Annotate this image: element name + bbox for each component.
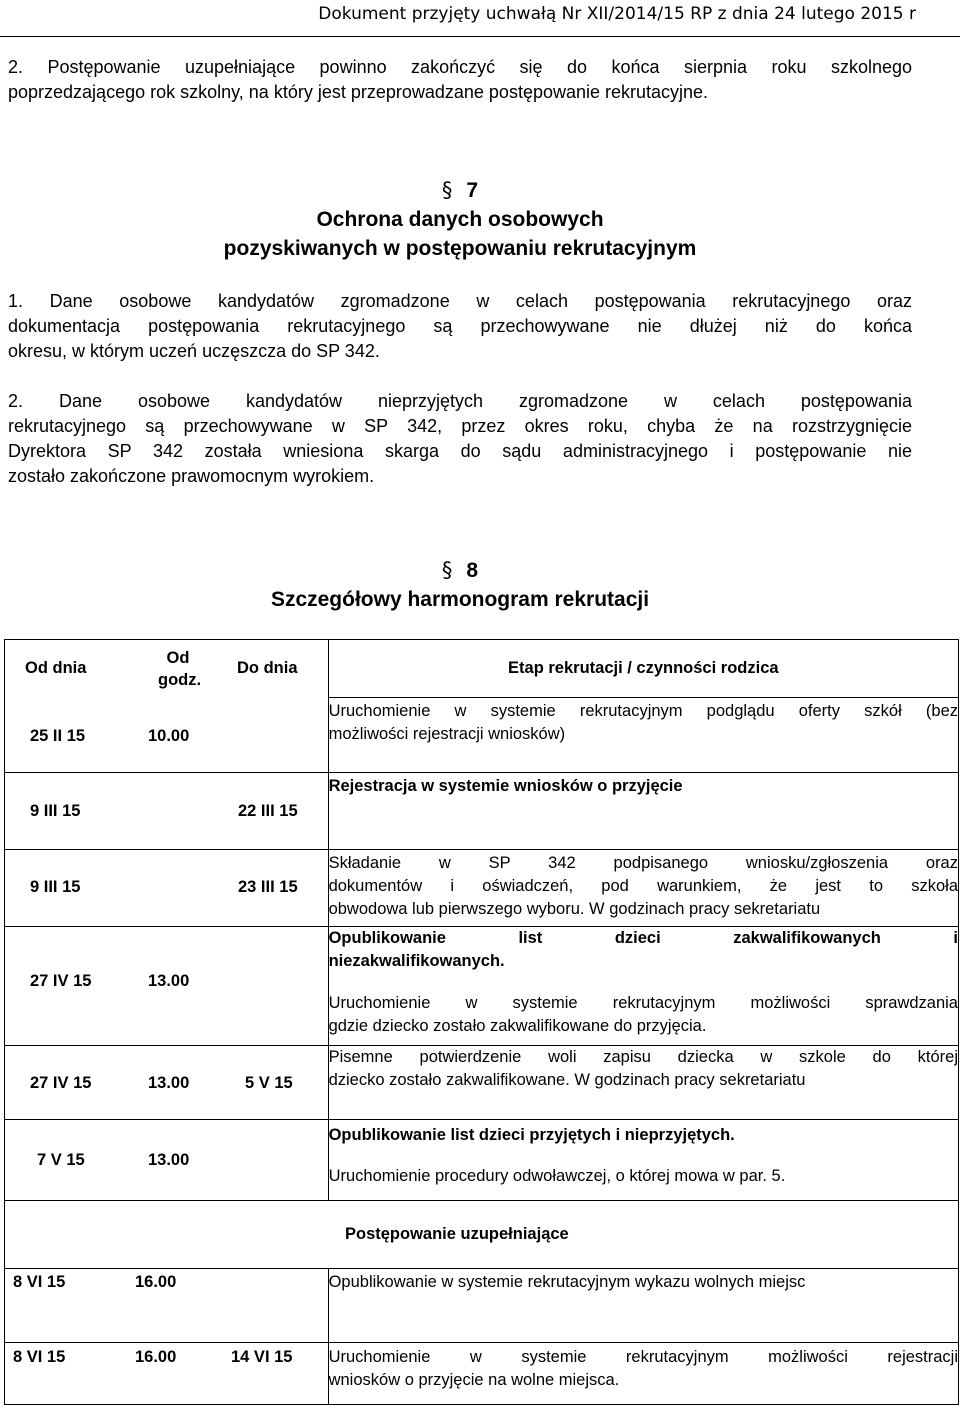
section-7-paragraph-1	[8, 289, 912, 364]
supplementary-heading-row	[5, 1201, 959, 1269]
header-stage: Etap rekrutacji / czynności rodzica	[508, 659, 779, 677]
row-6-stage-b: Uruchomienie procedury odwoławczej, o której mowa w par. 5.	[328, 1167, 786, 1185]
s7p1-line-2: dokumentacja postępowania rekrutacyjnego są przechowywane nie dłużej niż do końca	[8, 316, 912, 336]
row-4-from-date: 27 IV 15	[30, 972, 92, 990]
supp-row-1-stage-text: Opublikowanie w systemie rekrutacyjnym wykazu wolnych miejsc	[328, 1273, 806, 1291]
section-8-heading	[0, 556, 920, 614]
supplementary-row	[5, 1269, 959, 1343]
row-6-dates	[5, 1120, 329, 1201]
s7p2-line-4: zostało zakończone prawomocnym wyrokiem.	[8, 466, 375, 486]
row-1-stage-line-2: możliwości rejestracji wniosków)	[328, 725, 566, 743]
supplementary-heading: Postępowanie uzupełniające	[345, 1225, 569, 1243]
schedule-row	[5, 927, 959, 1046]
header-to-date: Do dnia	[237, 659, 298, 677]
schedule-row	[5, 850, 959, 927]
row-6-from-hour: 13.00	[148, 1151, 190, 1169]
row-1-dates	[5, 698, 329, 773]
row-5-stage-line-2-a: dziecko zostało zakwalifikowane.	[328, 1071, 570, 1089]
section-8-title: Szczegółowy harmonogram rekrutacji	[270, 588, 650, 611]
section-7-number: 7	[466, 179, 479, 202]
section-7-title-line-2: pozyskiwanych w postępowaniu rekrutacyjnym	[223, 237, 697, 260]
supp-row-2-stage-line-2: wniosków o przyjęcie na wolne miejsca.	[328, 1371, 620, 1389]
row-3-stage	[328, 850, 958, 927]
row-6-stage	[328, 1120, 958, 1201]
row-2-stage-text: Rejestracja w systemie wniosków o przyjęcie	[328, 777, 683, 795]
row-5-stage	[328, 1046, 958, 1120]
row-5-dates	[5, 1046, 329, 1120]
section-7-title-line-1: Ochrona danych osobowych	[316, 208, 604, 231]
header-stage-cell	[328, 640, 958, 698]
s7p2-line-3: Dyrektora SP 342 została wniesiona skarga do sądu administracyjnego i postępowanie nie	[8, 441, 912, 461]
paragraph-sign-icon: §	[441, 558, 453, 582]
row-1-stage	[328, 698, 958, 773]
s7p1-line-1: 1. Dane osobowe kandydatów zgromadzone w celach postępowania rekrutacyjnego oraz	[8, 291, 912, 311]
row-5-from-date: 27 IV 15	[30, 1074, 92, 1092]
row-4-stage	[328, 927, 958, 1046]
supp-row-2-stage	[328, 1343, 958, 1405]
row-2-stage	[328, 773, 958, 850]
supp-row-2-stage-line-1: Uruchomienie w systemie rekrutacyjnym możliwości rejestracji	[328, 1348, 958, 1366]
page-header	[0, 0, 960, 37]
s7p1-line-3: okresu, w którym uczeń uczęszcza do SP 342.	[8, 341, 380, 361]
row-3-stage-line-3: obwodowa lub pierwszego wyboru. W godzinach pracy sekretariatu	[328, 900, 821, 918]
supp-row-1-from-date: 8 VI 15	[13, 1273, 66, 1291]
schedule-table	[4, 639, 959, 1405]
row-5-to-date: 5 V 15	[245, 1074, 293, 1092]
supp-row-1-from-hour: 16.00	[135, 1273, 177, 1291]
header-from-date: Od dnia	[25, 659, 87, 677]
supp-row-2-to-date: 14 VI 15	[231, 1348, 293, 1366]
section-7-heading	[0, 176, 920, 263]
row-4-stage-a-line-1: Opublikowanie list dzieci zakwalifikowanych i	[328, 929, 958, 947]
row-4-dates	[5, 927, 329, 1046]
supp-row-2-dates	[5, 1343, 329, 1405]
section-7-paragraph-2	[8, 389, 912, 489]
header-dates-cell	[5, 640, 329, 698]
schedule-row	[5, 1120, 959, 1201]
schedule-row	[5, 773, 959, 850]
row-4-stage-a-line-2: niezakwalifikowanych.	[328, 952, 505, 970]
supplementary-heading-cell	[5, 1201, 959, 1269]
schedule-row	[5, 1046, 959, 1120]
section-8-number: 8	[466, 559, 479, 582]
row-2-from-date: 9 III 15	[30, 802, 81, 820]
supp-row-1-stage	[328, 1269, 958, 1343]
row-2-to-date: 22 III 15	[238, 802, 298, 820]
intro-line-2: poprzedzającego rok szkolny, na który jest przeprowadzane postępowanie rekrutacyjne.	[8, 82, 709, 102]
row-4-from-hour: 13.00	[148, 972, 190, 990]
row-4-stage-b-line-2: gdzie dziecko zostało zakwalifikowane do przyjęcia.	[328, 1017, 707, 1035]
row-6-stage-a: Opublikowanie list dzieci przyjętych i nieprzyjętych.	[328, 1126, 735, 1144]
row-5-stage-line-2-b: W godzinach pracy sekretariatu	[569, 1071, 806, 1089]
header-from-hour: Od godz.	[158, 649, 202, 689]
row-5-stage-line-1: Pisemne potwierdzenie woli zapisu dziecka w szkole do której	[328, 1048, 958, 1066]
row-1-from-hour: 10.00	[148, 726, 190, 745]
intro-line-1: 2. Postępowanie uzupełniające powinno zakończyć się do końca sierpnia roku szkolnego	[8, 57, 912, 77]
schedule-row	[5, 698, 959, 773]
row-1-stage-line-1: Uruchomienie w systemie rekrutacyjnym podglądu oferty szkół (bez	[328, 702, 958, 720]
row-3-stage-line-2: dokumentów i oświadczeń, pod warunkiem, że jest to szkoła	[328, 877, 958, 895]
schedule-header-row	[5, 640, 959, 698]
s7p2-line-1: 2. Dane osobowe kandydatów nieprzyjętych zgromadzone w celach postępowania	[8, 391, 912, 411]
row-4-stage-b-line-1: Uruchomienie w systemie rekrutacyjnym możliwości sprawdzania	[328, 994, 958, 1012]
paragraph-sign-icon: §	[441, 178, 453, 202]
supp-row-2-from-date: 8 VI 15	[13, 1348, 66, 1366]
intro-paragraph	[8, 55, 912, 105]
s7p2-line-2: rekrutacyjnego są przechowywane w SP 342, przez okres roku, chyba że na rozstrzygnięcie	[8, 416, 912, 436]
row-5-from-hour: 13.00	[148, 1074, 190, 1092]
row-3-from-date: 9 III 15	[30, 878, 81, 896]
document-approval-note: Dokument przyjęty uchwałą Nr XII/2014/15 RP z dnia 24 lutego 2015 r	[318, 4, 916, 24]
row-6-from-date: 7 V 15	[37, 1151, 85, 1169]
supplementary-row	[5, 1343, 959, 1405]
supp-row-1-dates	[5, 1269, 329, 1343]
row-3-stage-line-1: Składanie w SP 342 podpisanego wniosku/zgłoszenia oraz	[328, 854, 958, 872]
row-1-from-date: 25 II 15	[30, 726, 86, 745]
row-3-to-date: 23 III 15	[238, 878, 298, 896]
supp-row-2-from-hour: 16.00	[135, 1348, 177, 1366]
row-3-dates	[5, 850, 329, 927]
row-2-dates	[5, 773, 329, 850]
